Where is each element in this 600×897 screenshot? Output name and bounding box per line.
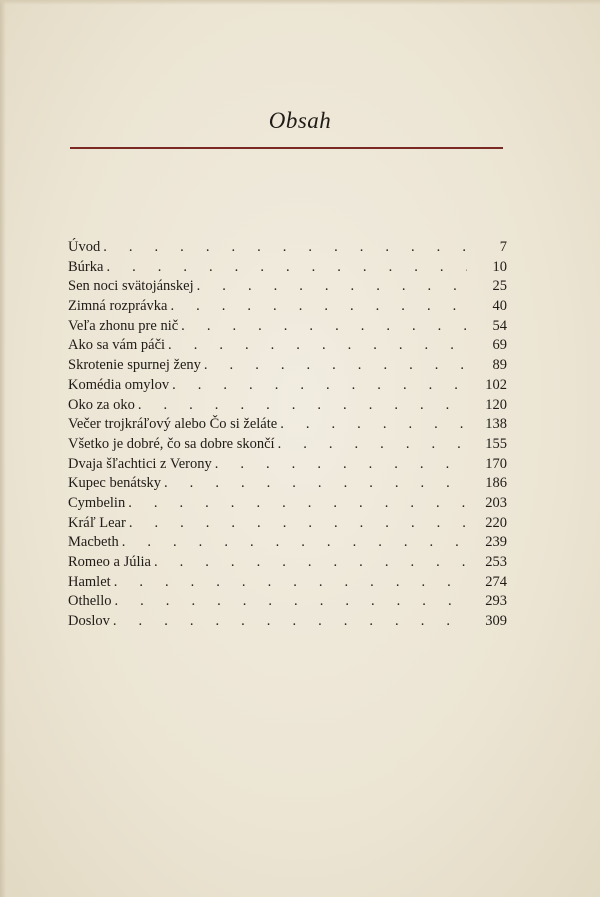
toc-entry-page: 89 (492, 357, 507, 374)
dot-leader (278, 435, 467, 455)
dot-leader (154, 553, 467, 573)
toc-entry-page: 10 (492, 258, 507, 275)
dot-leader (122, 533, 467, 553)
toc-entry-title: Othello (68, 593, 112, 610)
toc-entry (68, 258, 507, 278)
toc-entry (68, 317, 507, 337)
dot-leader (197, 277, 467, 297)
toc-entry-page: 170 (485, 455, 507, 472)
title-rule (70, 147, 503, 149)
toc-entry-page: 7 (499, 239, 507, 255)
contents-title: Obsah (268, 108, 332, 133)
toc-entry (68, 415, 507, 435)
toc-entry-title: Večer trojkráľový alebo Čo si želáte (68, 416, 278, 433)
toc-entry-title: Veľa zhonu pre nič (68, 317, 179, 334)
toc-entry (68, 356, 507, 376)
dot-leader (204, 356, 467, 376)
toc-entry-title: Ako sa vám páči (68, 337, 166, 354)
toc-entry-page: 25 (492, 278, 507, 295)
toc-entry-page: 220 (485, 514, 507, 531)
dot-leader (129, 514, 467, 534)
toc-entry-title: Kupec benátsky (68, 475, 162, 492)
toc-entry-title: Dvaja šľachtici z Verony (68, 455, 212, 472)
toc-entry (68, 396, 507, 416)
toc-entry-title: Zimná rozprávka (68, 298, 168, 315)
dot-leader (138, 396, 467, 416)
toc-entry (68, 277, 507, 297)
page-edge-shadow (0, 0, 6, 897)
toc-entry (68, 435, 507, 455)
toc-entry-title: Cymbelin (68, 494, 126, 511)
toc-entry (68, 514, 507, 534)
table-of-contents (68, 238, 507, 632)
toc-entry (68, 494, 507, 514)
toc-entry-title: Kráľ Lear (68, 514, 126, 531)
dot-leader (115, 592, 468, 612)
dot-leader (106, 258, 467, 278)
toc-entry-title: Búrka (68, 258, 104, 275)
toc-entry (68, 297, 507, 317)
toc-entry-page: 309 (485, 613, 507, 630)
dot-leader (172, 376, 467, 396)
toc-entry (68, 474, 507, 494)
toc-entry (68, 573, 507, 593)
dot-leader (164, 474, 467, 494)
toc-entry-page: 155 (485, 435, 507, 452)
toc-entry-title: Úvod (68, 239, 101, 255)
dot-leader (168, 336, 467, 356)
toc-entry-title: Skrotenie spurnej ženy (68, 357, 201, 374)
toc-entry (68, 455, 507, 475)
dot-leader (215, 455, 467, 475)
toc-entry (68, 238, 507, 258)
toc-entry-page: 120 (485, 396, 507, 413)
toc-entry-page: 293 (485, 593, 507, 610)
dot-leader (128, 494, 467, 514)
toc-entry-page: 253 (485, 554, 507, 570)
toc-entry (68, 533, 507, 553)
toc-entry-page: 69 (492, 337, 507, 354)
toc-entry-title: Macbeth (68, 534, 119, 551)
toc-entry-page: 239 (485, 534, 507, 551)
toc-entry (68, 592, 507, 612)
toc-entry (68, 336, 507, 356)
toc-entry-title: Doslov (68, 613, 110, 630)
toc-entry-page: 274 (485, 573, 507, 590)
toc-entry-page: 203 (485, 494, 507, 511)
toc-entry-title: Sen noci svätojánskej (68, 278, 194, 295)
toc-entry (68, 553, 507, 573)
dot-leader (103, 238, 467, 258)
page-top-shadow (0, 0, 600, 5)
dot-leader (181, 317, 467, 337)
toc-entry-page: 138 (485, 416, 507, 433)
dot-leader (170, 297, 467, 317)
toc-entry-page: 54 (492, 317, 507, 334)
toc-entry-page: 186 (485, 475, 507, 492)
toc-entry-page: 40 (492, 298, 507, 315)
toc-entry-title: Oko za oko (68, 396, 135, 413)
dot-leader (113, 612, 467, 632)
toc-entry (68, 376, 507, 396)
toc-entry-title: Hamlet (68, 573, 111, 590)
toc-entry-title: Všetko je dobré, čo sa dobre skončí (68, 435, 275, 452)
toc-entry-title: Komédia omylov (68, 376, 170, 393)
toc-entry-page: 102 (485, 376, 507, 393)
toc-entry (68, 612, 507, 632)
toc-entry-title: Romeo a Júlia (68, 554, 151, 570)
dot-leader (114, 573, 467, 593)
dot-leader (280, 415, 467, 435)
